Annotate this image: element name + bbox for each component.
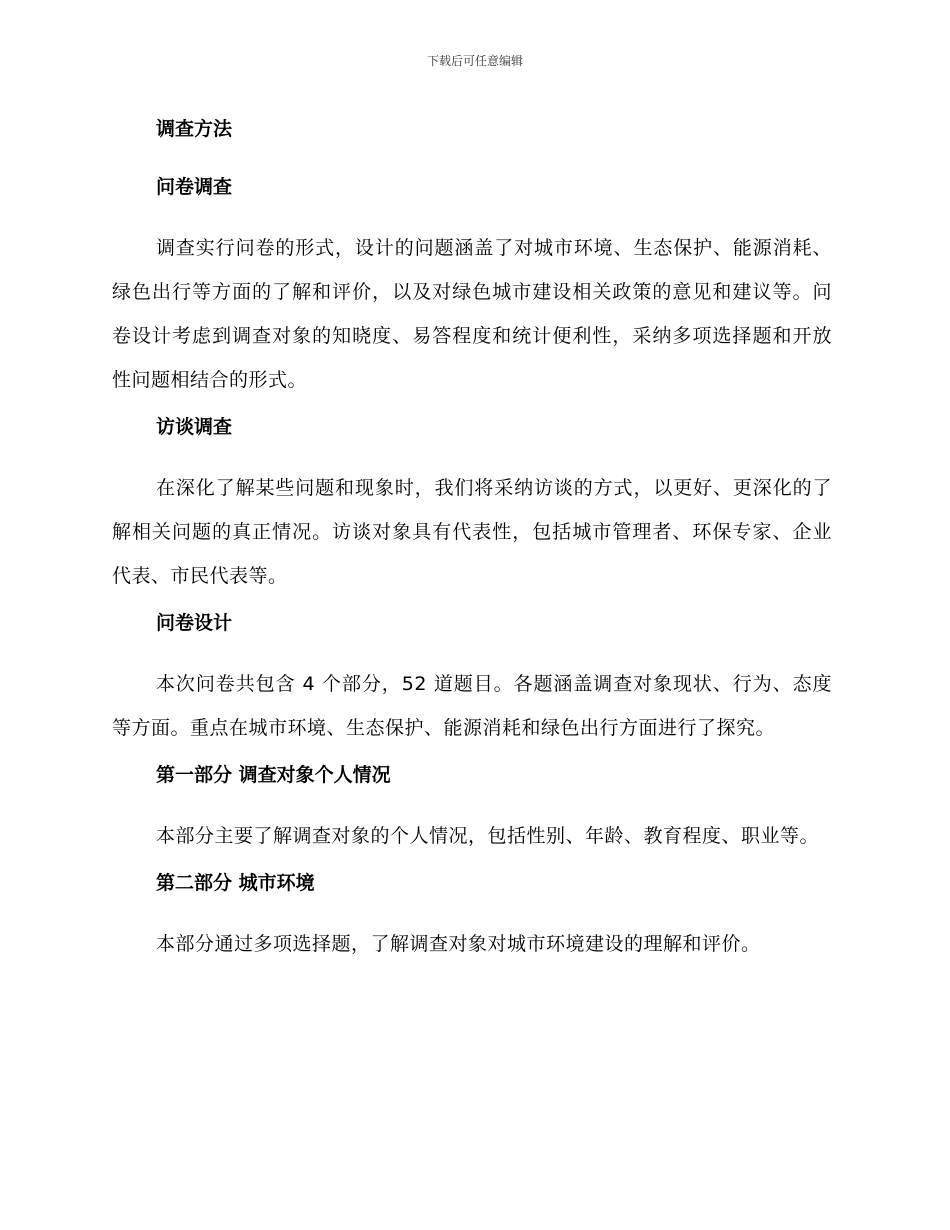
paragraph-part-two: 本部分通过多项选择题，了解调查对象对城市环境建设的理解和评价。	[156, 933, 761, 955]
page-header: 下载后可任意编辑	[426, 54, 523, 68]
section-heading-questionnaire-survey: 问卷调查	[156, 176, 233, 198]
paragraph-interview-survey: 在深化了解某些问题和现象时，我们将采纳访谈的方式，以更好、更深化的了解相关问题的真正情况。访谈对象具有代表性，包括城市管理者、环保专家、企业代表、市民代表等。	[112, 477, 832, 587]
document-body	[112, 110, 832, 972]
paragraph-questionnaire-design: 本次问卷共包含 4 个部分，52 道题目。各题涵盖调查对象现状、行为、态度等方面。重点在城市环境、生态保护、能源消耗和绿色出行方面进行了探究。	[112, 673, 832, 739]
section-heading-interview-survey: 访谈调查	[156, 416, 233, 438]
section-heading-part-one: 第一部分 调查对象个人情况	[156, 764, 391, 786]
paragraph-questionnaire-survey: 调查实行问卷的形式，设计的问题涵盖了对城市环境、生态保护、能源消耗、绿色出行等方面的了解和评价，以及对绿色城市建设相关政策的意见和建议等。问卷设计考虑到调查对象的知晓度、易答程度和统计便利性，采纳多项选择题和开放性问题相结合的形式。	[112, 237, 832, 391]
section-heading-questionnaire-design: 问卷设计	[156, 612, 233, 634]
section-heading-part-two: 第二部分 城市环境	[156, 872, 315, 894]
paragraph-part-one: 本部分主要了解调查对象的个人情况，包括性别、年龄、教育程度、职业等。	[156, 825, 820, 847]
section-heading-survey-methods: 调查方法	[156, 118, 233, 140]
